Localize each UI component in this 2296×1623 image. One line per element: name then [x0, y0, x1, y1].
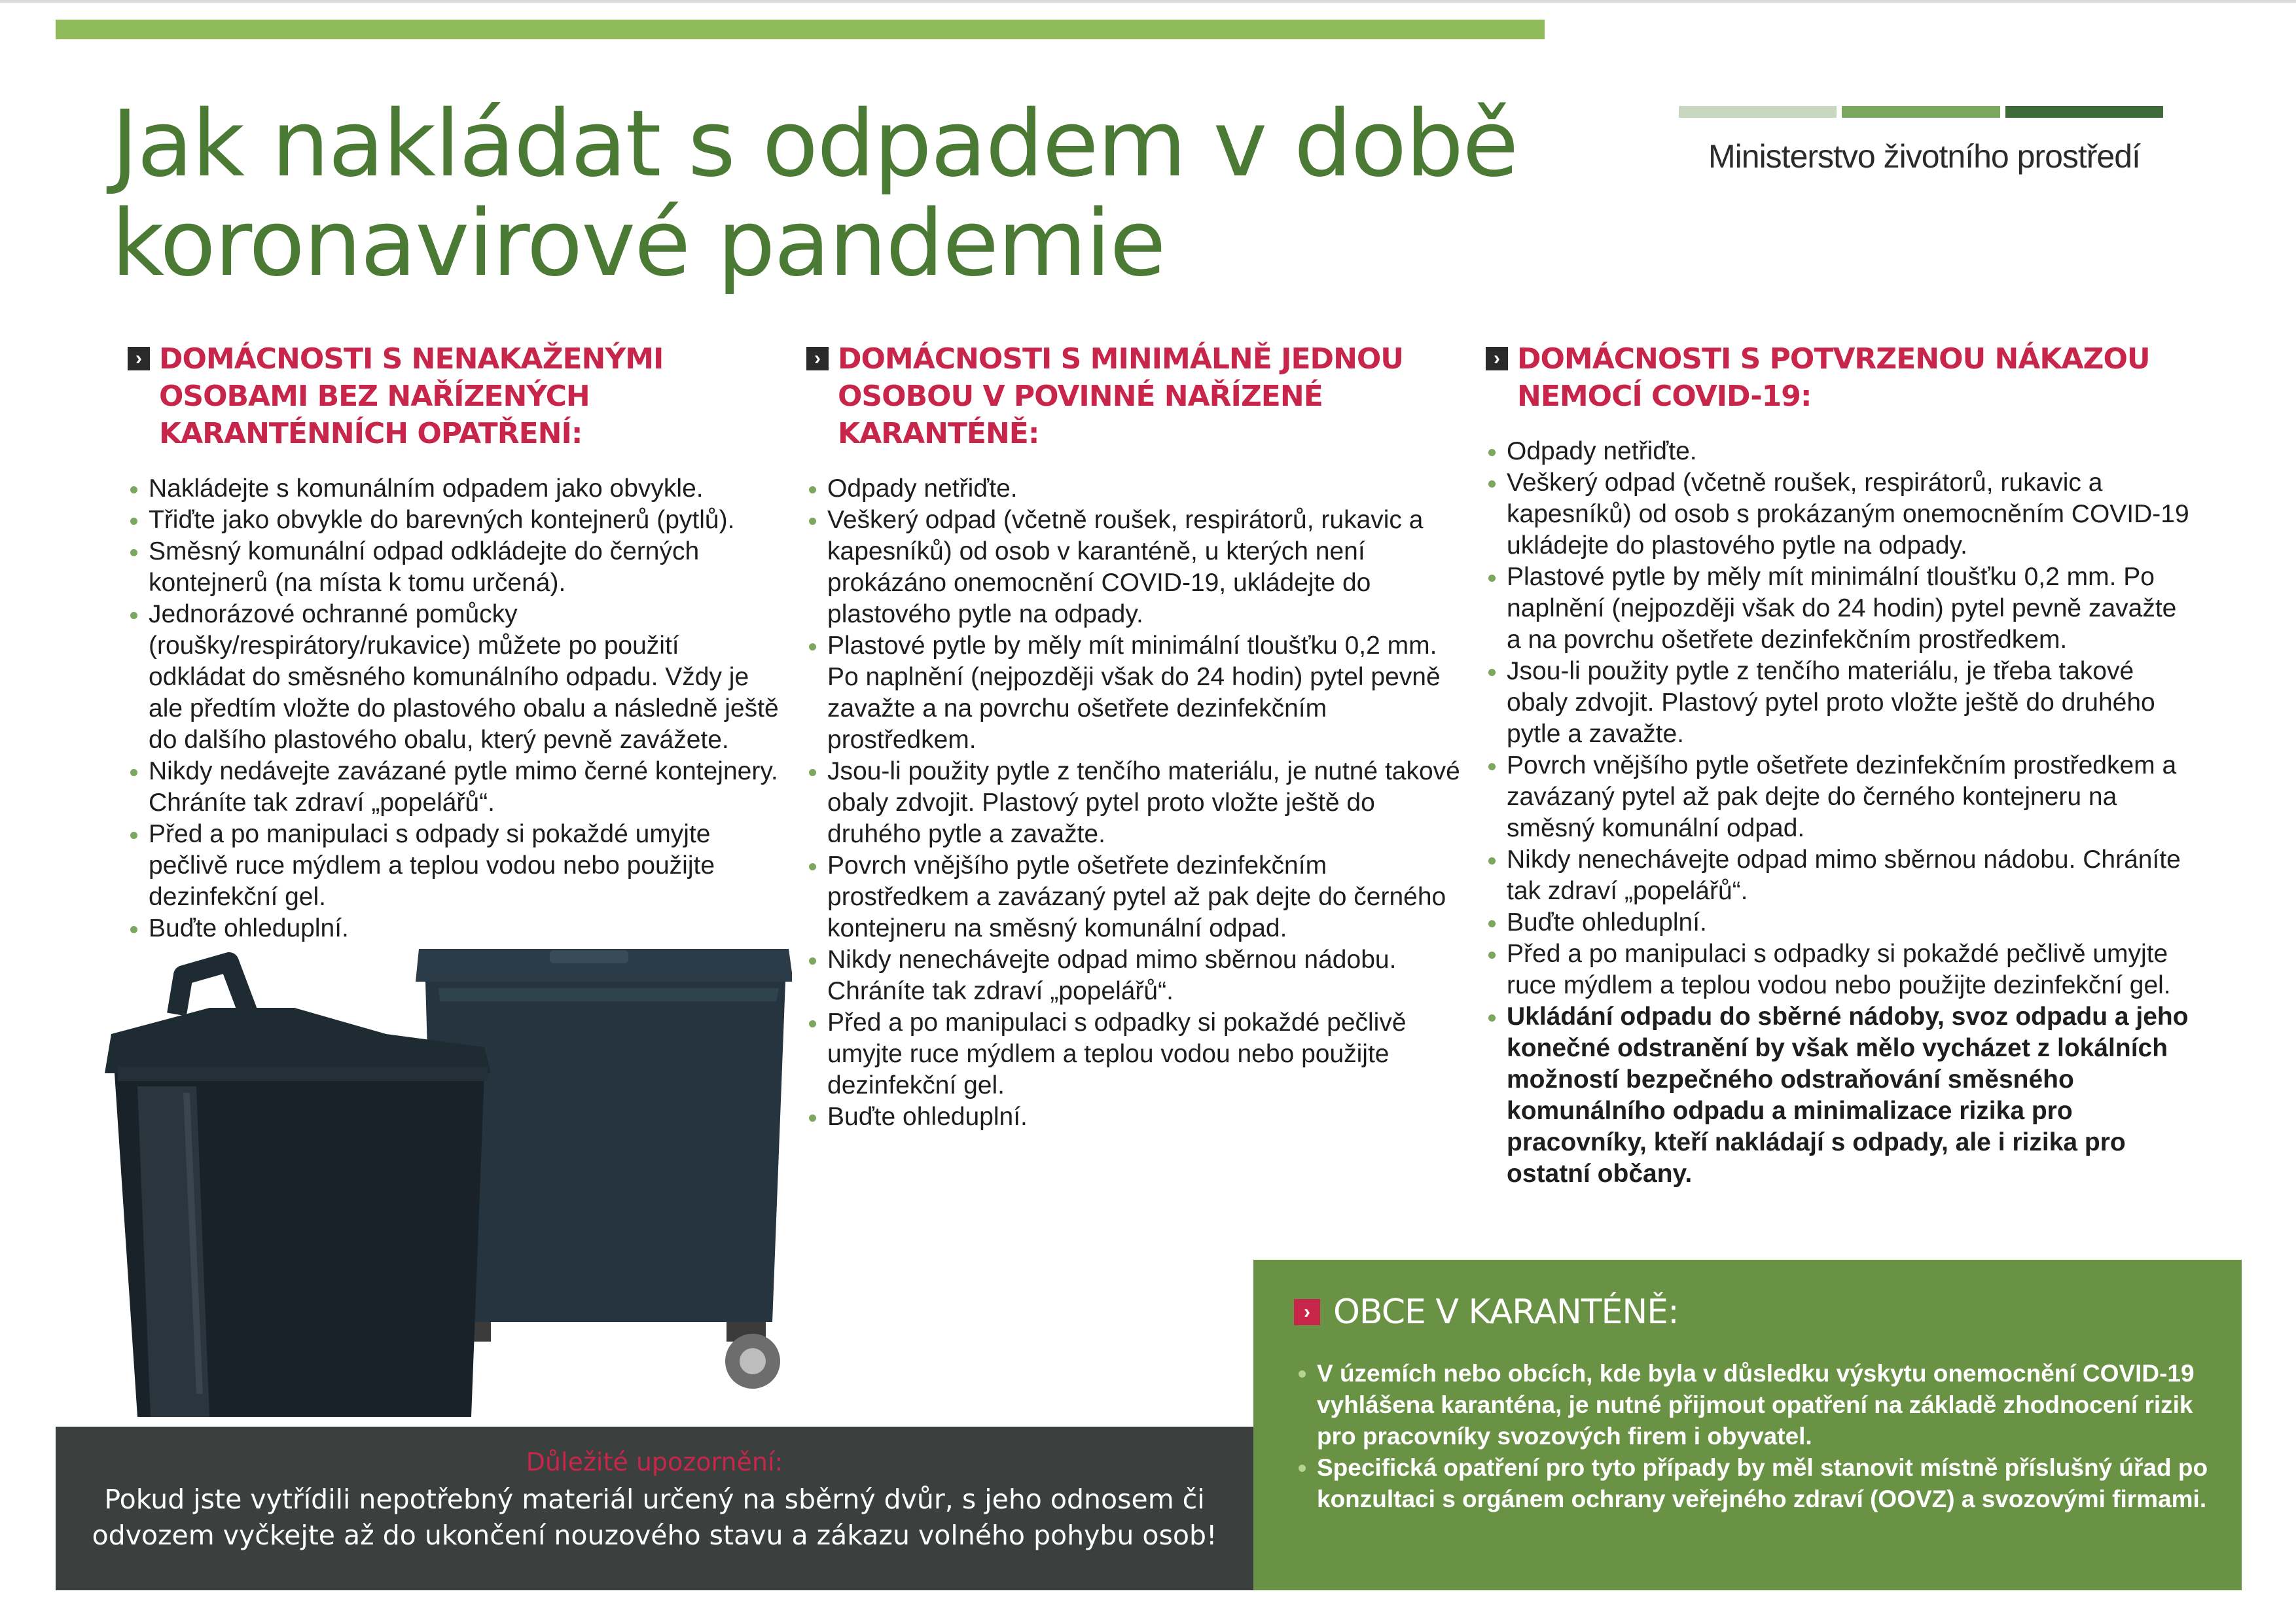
- column-list: [1486, 436, 2189, 1190]
- arrow-right-icon: ›: [128, 347, 150, 370]
- list-item: Plastové pytle by měly mít minimální tloušťku 0,2 mm. Po naplnění (nejpozději však do 24 hodin) pytel pevně zavažte a na povrchu ošetřete dezinfekčním prostředkem.: [806, 630, 1461, 756]
- column-heading-text: DOMÁCNOSTI S MINIMÁLNĚ JEDNOU OSOBOU V POVINNÉ NAŘÍZENÉ KARANTÉNĚ:: [838, 342, 1404, 450]
- important-notice-box: [56, 1427, 1253, 1590]
- column-heading: [128, 340, 782, 452]
- list-item: Třiďte jako obvykle do barevných kontejnerů (pytlů).: [128, 505, 782, 536]
- list-item: Povrch vnějšího pytle ošetřete dezinfekčním prostředkem a zavázaný pytel až pak dejte do černého kontejneru na směsný komunální odpad.: [1486, 750, 2189, 844]
- column-uninfected: [128, 340, 782, 944]
- list-item: Buďte ohleduplní.: [1486, 907, 2189, 938]
- list-item: Nakládejte s komunálním odpadem jako obvykle.: [128, 473, 782, 505]
- list-item: Povrch vnějšího pytle ošetřete dezinfekčním prostředkem a zavázaný pytel až pak dejte do černého kontejneru na směsný komunální odpad.: [806, 850, 1461, 944]
- page-title: Jak nakládat s odpadem v době koronavirové pandemie: [111, 91, 1518, 297]
- column-quarantine: [806, 340, 1461, 1133]
- list-item: Nikdy nedávejte zavázané pytle mimo černé kontejnery. Chráníte tak zdraví „popelářů“.: [128, 756, 782, 819]
- list-item: Odpady netřiďte.: [806, 473, 1461, 505]
- column-heading-text: DOMÁCNOSTI S POTVRZENOU NÁKAZOU NEMOCÍ COVID-19:: [1517, 342, 2150, 413]
- list-item: Před a po manipulaci s odpadky si pokaždé pečlivě umyjte ruce mýdlem a teplou vodou nebo použijte dezinfekční gel.: [806, 1007, 1461, 1101]
- list-item: V územích nebo obcích, kde byla v důsledku výskytu onemocnění COVID-19 vyhlášena karanténa, je nutné přijmout opatření na základě zhodnocení rizik pro pracovníky svozových firem i obyvatel.: [1296, 1358, 2225, 1452]
- list-item: Specifická opatření pro tyto případy by měl stanovit místně příslušný úřad po konzultaci s orgánem ochrany veřejného zdraví (OOVZ) a svozovými firmami.: [1296, 1452, 2225, 1515]
- list-item: Jednorázové ochranné pomůcky (roušky/respirátory/rukavice) můžete po použití odkládat do směsného komunálního odpadu. Vždy je ale předtím vložte do plastového obalu a následně ještě do dalšího plastového obalu, který pevně zavážete.: [128, 599, 782, 756]
- list-item: Jsou-li použity pytle z tenčího materiálu, je nutné takové obaly zdvojit. Plastový pytel proto vložte ještě do druhého pytle a zavažte.: [806, 756, 1461, 850]
- list-item: Buďte ohleduplní.: [128, 913, 782, 944]
- arrow-right-icon: ›: [1294, 1299, 1320, 1325]
- ministry-logo-bars: [1679, 106, 2163, 118]
- waste-bins-illustration: [98, 936, 792, 1420]
- top-green-bar: [56, 20, 1545, 39]
- column-confirmed-covid: [1486, 340, 2189, 1190]
- list-item: Nikdy nenechávejte odpad mimo sběrnou nádobu. Chráníte tak zdraví „popelářů“.: [806, 944, 1461, 1007]
- quarantine-list: [1296, 1358, 2225, 1515]
- ministry-name: Ministerstvo životního prostředí: [1708, 138, 2140, 175]
- quarantine-title: OBCE V KARANTÉNĚ:: [1333, 1293, 1679, 1332]
- list-item: Před a po manipulaci s odpadky si pokaždé pečlivě umyjte ruce mýdlem a teplou vodou nebo použijte dezinfekční gel.: [1486, 938, 2189, 1001]
- list-item: Veškerý odpad (včetně roušek, respirátorů, rukavic a kapesníků) od osob s prokázaným onemocněním COVID-19 ukládejte do plastového pytle na odpady.: [1486, 467, 2189, 562]
- quarantine-heading: [1294, 1293, 1679, 1332]
- column-list: [806, 473, 1461, 1133]
- list-item: Veškerý odpad (včetně roušek, respirátorů, rukavic a kapesníků) od osob v karanténě, u kterých není prokázáno onemocnění COVID-19, ukládejte do plastového pytle na odpady.: [806, 505, 1461, 630]
- notice-title: Důležité upozornění:: [526, 1448, 783, 1476]
- column-heading-text: DOMÁCNOSTI S NENAKAŽENÝMI OSOBAMI BEZ NAŘÍZENÝCH KARANTÉNNÍCH OPATŘENÍ:: [159, 342, 664, 450]
- notice-text: Pokud jste vytřídili nepotřebný materiál určený na sběrný dvůr, s jeho odnosem či odvozem vyčkejte až do ukončení nouzového stavu a zákazu volného pohybu osob!: [92, 1484, 1217, 1551]
- list-item: Nikdy nenechávejte odpad mimo sběrnou nádobu. Chráníte tak zdraví „popelářů“.: [1486, 844, 2189, 907]
- list-item: Buďte ohleduplní.: [806, 1101, 1461, 1133]
- municipalities-quarantine-box: [1253, 1260, 2242, 1590]
- list-item: Směsný komunální odpad odkládejte do černých kontejnerů (na místa k tomu určená).: [128, 536, 782, 599]
- list-item: Odpady netřiďte.: [1486, 436, 2189, 467]
- list-item-bold: Ukládání odpadu do sběrné nádoby, svoz odpadu a jeho konečné odstranění by však mělo vycházet z lokálních možností bezpečného odstraňování směsného komunálního odpadu a minimalizace rizika pro pracovníky, kteří nakládají s odpady, ale i rizika pro ostatní občany.: [1486, 1001, 2189, 1190]
- list-item: Jsou-li použity pytle z tenčího materiálu, je třeba takové obaly zdvojit. Plastový pytel proto vložte ještě do druhého pytle a zavažte.: [1486, 656, 2189, 750]
- list-item: Plastové pytle by měly mít minimální tloušťku 0,2 mm. Po naplnění (nejpozději však do 24 hodin) pytel pevně zavažte a na povrchu ošetřete dezinfekčním prostředkem.: [1486, 562, 2189, 656]
- top-edge-line: [0, 0, 2296, 3]
- arrow-right-icon: ›: [1486, 347, 1508, 370]
- arrow-right-icon: ›: [806, 347, 829, 370]
- column-heading: [1486, 340, 2189, 415]
- column-heading: [806, 340, 1461, 452]
- list-item: Před a po manipulaci s odpady si pokaždé umyjte pečlivě ruce mýdlem a teplou vodou nebo použijte dezinfekční gel.: [128, 819, 782, 913]
- column-list: [128, 473, 782, 944]
